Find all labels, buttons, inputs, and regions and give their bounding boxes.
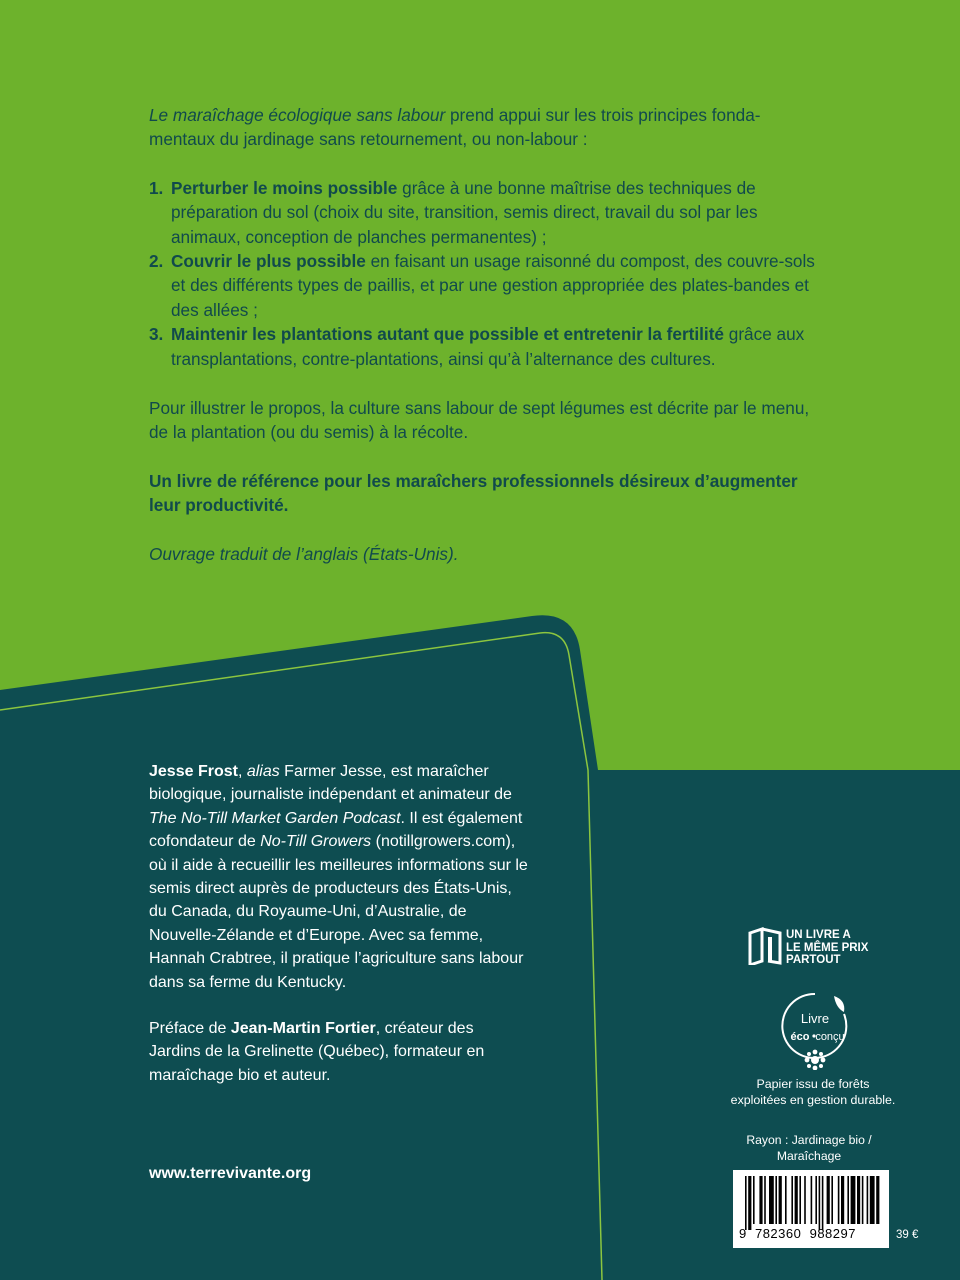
barcode-bar xyxy=(753,1176,755,1224)
prix-unique-text xyxy=(786,929,896,967)
preface-paragraph xyxy=(149,1017,529,1087)
preface-author: Jean-Martin Fortier xyxy=(230,1020,376,1038)
alias-word: alias xyxy=(246,763,280,780)
publisher-website[interactable]: www.terrevivante.org xyxy=(149,1165,312,1182)
principle-number: 3. xyxy=(149,324,164,345)
barcode-bar xyxy=(831,1176,833,1224)
barcode-bar xyxy=(822,1176,824,1230)
book-price-logo-icon xyxy=(748,927,782,965)
barcode-bar xyxy=(775,1176,777,1224)
barcode-bar xyxy=(791,1176,793,1224)
barcode-first-digit: 9 xyxy=(739,1226,747,1241)
barcode-bar xyxy=(876,1176,879,1224)
barcode-bar xyxy=(862,1176,864,1224)
bio-part2: . Il est également cofondateur de xyxy=(149,809,523,851)
barcode-bar xyxy=(870,1176,875,1224)
barcode-bar xyxy=(769,1176,774,1224)
prix-line1: UN LIVRE A xyxy=(786,929,851,941)
barcode-group2: 988297 xyxy=(809,1226,856,1241)
eco-line1: Papier issu de forêts xyxy=(756,1077,870,1091)
barcode-digits xyxy=(739,1226,885,1241)
price-label: 39 € xyxy=(896,1229,919,1241)
barcode-bar xyxy=(764,1176,766,1224)
principles-list xyxy=(149,176,819,371)
barcode-bar xyxy=(795,1176,798,1224)
growers-name: No-Till Growers xyxy=(260,833,372,851)
translation-note: Ouvrage traduit de l’anglais (États-Unis). xyxy=(149,543,459,564)
barcode-bar xyxy=(838,1176,840,1224)
principle-bold: Perturber le moins possible xyxy=(171,177,398,198)
principle-text: grâce à une bonne maîtrise des techniques de préparation du sol (choix du site, transition, semis direct, travail du sol par les animaux, conception de planches permanentes) ; xyxy=(171,177,758,247)
principle-item xyxy=(149,322,819,371)
principle-text: grâce aux transplantations, contre-plantations, ainsi qu’à l’alternance des cultures. xyxy=(171,324,805,369)
barcode-bar xyxy=(804,1176,806,1224)
barcode-bar xyxy=(811,1176,813,1224)
preface-rest: , créateur des Jardins de la Grelinette (Québec), formateur en maraîchage bio et auteur. xyxy=(149,1020,485,1084)
principle-bold: Maintenir les plantations autant que possible et entretenir la fertilité xyxy=(171,324,724,345)
prix-line3: PARTOUT xyxy=(786,954,841,967)
intro-paragraph xyxy=(149,103,819,152)
prix-line2: LE MÊME PRIX xyxy=(786,941,869,954)
principle-number: 2. xyxy=(149,251,164,272)
barcode-bar xyxy=(759,1176,762,1224)
author-bio xyxy=(149,760,529,1087)
barcode-bar xyxy=(785,1176,787,1224)
bio-part1: Farmer Jesse, est maraîcher biologique, journaliste indépendant et animateur de xyxy=(149,763,512,804)
barcode xyxy=(733,1170,889,1248)
preface-intro: Préface de xyxy=(149,1020,231,1038)
barcode-bar xyxy=(815,1176,817,1224)
bio-part3: (notillgrowers.com), où il aide à recueillir les meilleures informations sur le semis direct auprès de producteurs des États-Unis, du Canada, du Royaume-Uni, d’Australie, de Nouvelle-Zélande et d’Europe. Avec sa femme, Hannah Crabtree, il pratique l’agriculture sans labour dans sa ferme du Kentucky. xyxy=(149,833,528,991)
eco-word1: Livre xyxy=(800,1011,830,1026)
illustration-paragraph: Pour illustrer le propos, la culture sans labour de sept légumes est décrite par le menu, de la plantation (ou du semis) à la récolte. xyxy=(149,398,810,443)
author-name: Jesse Frost xyxy=(149,763,238,780)
barcode-bar xyxy=(867,1176,869,1224)
rayon-line1: Rayon : Jardinage bio / xyxy=(746,1133,872,1147)
barcode-bar xyxy=(851,1176,856,1224)
principle-item xyxy=(149,249,819,322)
barcode-bar xyxy=(847,1176,849,1224)
barcode-bar xyxy=(841,1176,844,1224)
eco-design-leaf-icon xyxy=(778,990,852,1070)
barcode-bar xyxy=(748,1176,751,1230)
principle-number: 1. xyxy=(149,177,164,198)
description-block xyxy=(149,103,819,566)
barcode-bar xyxy=(779,1176,782,1224)
barcode-bar xyxy=(857,1176,860,1224)
intro-title: Le maraîchage écologique sans labour xyxy=(149,105,446,125)
intro-rest: prend appui sur les trois principes fondamentaux du jardinage sans retournement, ou non-labour : xyxy=(149,105,761,150)
bio-paragraph xyxy=(149,760,529,994)
eco-word2: éco xyxy=(790,1031,810,1043)
eco-line2: exploitées en gestion durable. xyxy=(730,1093,896,1107)
principle-bold: Couvrir le plus possible xyxy=(171,251,366,272)
rayon-label xyxy=(722,1133,896,1165)
barcode-bar xyxy=(745,1176,747,1230)
barcode-bar xyxy=(799,1176,801,1224)
podcast-title: The No-Till Market Garden Podcast xyxy=(149,809,401,827)
eco-word3: conçu xyxy=(815,1031,845,1043)
rayon-line2: Maraîchage xyxy=(776,1148,842,1163)
bio-separator: , xyxy=(237,763,247,780)
eco-label-text xyxy=(718,1076,908,1108)
reference-paragraph: Un livre de référence pour les maraîchers professionnels désireux d’augmenter leur productivité. xyxy=(149,470,798,516)
barcode-bar xyxy=(819,1176,821,1230)
barcode-group1: 782360 xyxy=(754,1226,802,1241)
principle-text: en faisant un usage raisonné du compost, des couvre-sols et des différents types de paillis, et par une gestion appropriée des plates-bandes et des allées ; xyxy=(171,251,815,320)
barcode-bar xyxy=(827,1176,830,1224)
principle-item xyxy=(149,176,819,249)
